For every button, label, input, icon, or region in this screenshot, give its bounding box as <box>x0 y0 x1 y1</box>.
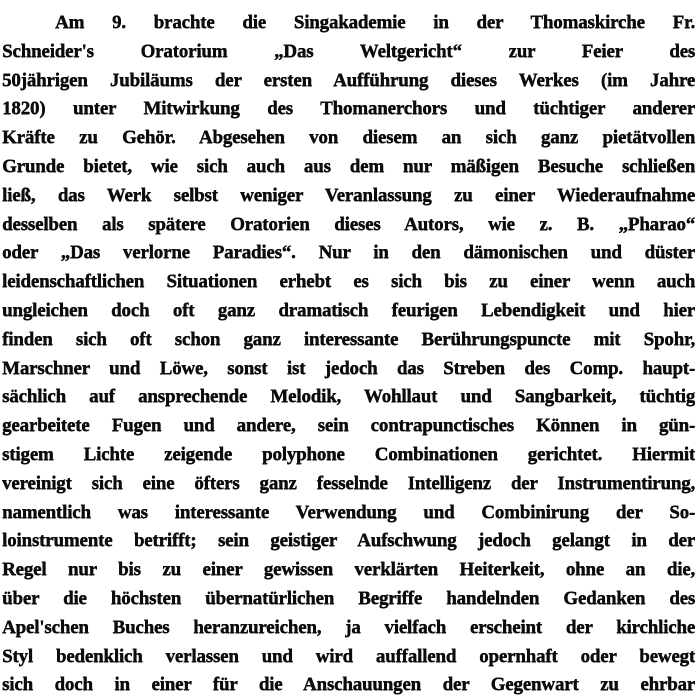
text-line: vereinigt sich eine öfters ganz fesselnde Intelligenz der Instrumentirung, <box>2 472 695 494</box>
text-line: leidenschaftlichen Situationen erhebt es sich bis zu einer wenn auch <box>2 271 695 293</box>
text-line: stigem Lichte zeigende polyphone Combinationen gerichtet. Hiermit <box>2 443 695 465</box>
text-line: Kräfte zu Gehör. Abgesehen von diesem an sich ganz pietätvollen <box>2 127 695 149</box>
text-line: Regel nur bis zu einer gewissen verklärten Heiterkeit, ohne an die, <box>2 559 695 581</box>
text-line: desselben als spätere Oratorien dieses Autors, wie z. B. „Pharao“ <box>2 213 695 235</box>
text-line: loinstrumente betrifft; sein geistiger Aufschwung jedoch gelangt in der <box>2 530 695 552</box>
text-line: über die höchsten übernatürlichen Begriffe handelnden Gedanken des <box>2 587 695 609</box>
text-line: Grunde bietet, wie sich auch aus dem nur mäßigen Besuche schließen <box>2 155 695 177</box>
text-line: ungleichen doch oft ganz dramatisch feurigen Lebendigkeit und hier <box>2 299 695 321</box>
text-line: Marschner und Löwe, sonst ist jedoch das Streben des Comp. haupt- <box>2 357 695 379</box>
text-line: 50jährigen Jubiläums der ersten Aufführung dieses Werkes (im Jahre <box>2 69 695 91</box>
text-line: Styl bedenklich verlassen und wird auffallend opernhaft oder bewegt <box>2 645 695 667</box>
text-line: gearbeitete Fugen und andere, sein contrapunctisches Können in gün- <box>2 415 695 437</box>
text-line: 1820) unter Mitwirkung des Thomanerchors und tüchtiger anderer <box>2 98 695 120</box>
text-line: sächlich auf ansprechende Melodik, Wohllaut und Sangbarkeit, tüchtig <box>2 386 695 408</box>
text-line: sich doch in einer für die Anschauungen der Gegenwart zu ehrbar <box>2 674 695 696</box>
text-line: Schneider's Oratorium „Das Weltgericht“ zur Feier des <box>2 40 695 62</box>
text-line: ließ, das Werk selbst weniger Veranlassung zu einer Wiederaufnahme <box>2 184 695 206</box>
text-line: Apel'schen Buches heranzureichen, ja vielfach erscheint der kirchliche <box>2 616 695 638</box>
text-line: finden sich oft schon ganz interessante Berührungspuncte mit Spohr, <box>2 328 695 350</box>
text-line: oder „Das verlorne Paradies“. Nur in den dämonischen und düster <box>2 242 695 264</box>
text-line: Am 9. brachte die Singakademie in der Thomaskirche Fr. <box>55 12 695 33</box>
text-line: namentlich was interessante Verwendung und Combinirung der So- <box>2 501 695 523</box>
